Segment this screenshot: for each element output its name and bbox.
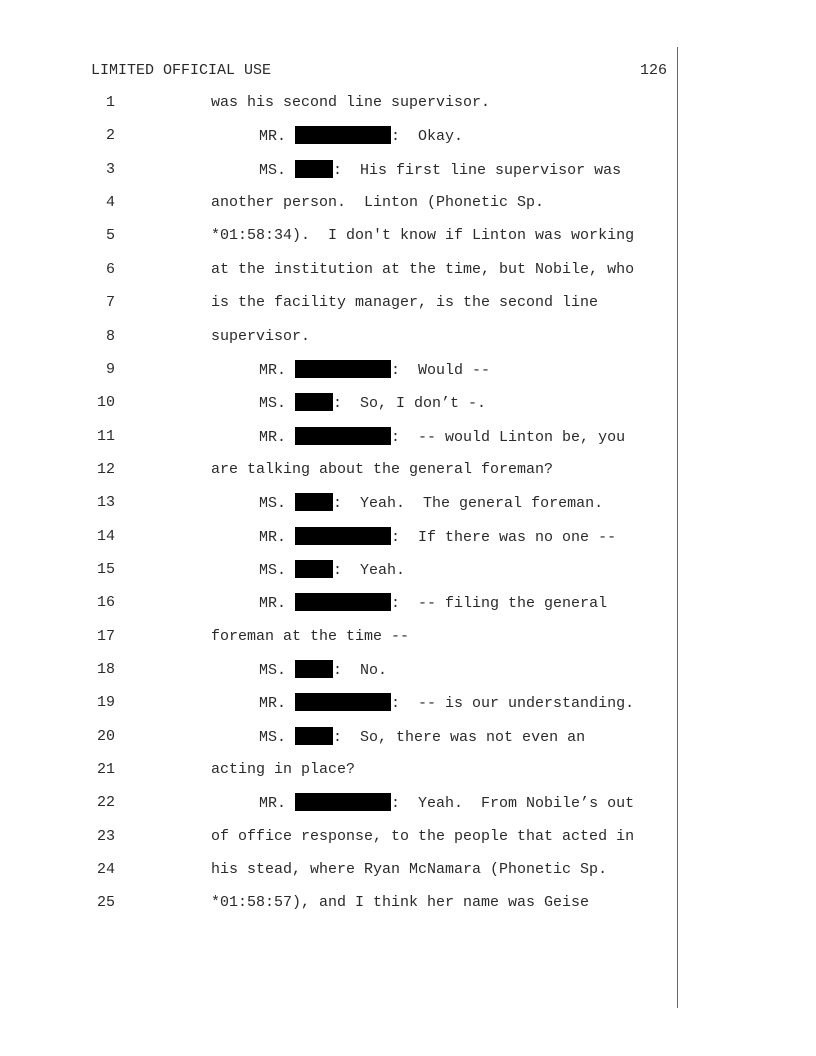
line-number: 6: [105, 260, 115, 278]
transcript-line: [0, 860, 816, 880]
line-number: 4: [105, 194, 115, 212]
redaction-block: [295, 560, 333, 578]
line-number: 14: [96, 527, 115, 545]
line-number: 15: [96, 560, 115, 578]
line-text: [259, 493, 603, 514]
transcript-line: [0, 560, 816, 580]
line-content: : -- would Linton be, you: [391, 428, 626, 446]
line-content: : Yeah.: [333, 561, 406, 579]
redaction-block: [295, 660, 333, 678]
transcript-line: [0, 760, 816, 780]
speaker-label: MR.: [259, 361, 287, 379]
line-number: 25: [96, 894, 115, 912]
transcript-line: [0, 493, 816, 513]
line-number: 10: [96, 394, 115, 412]
line-content: : No.: [333, 662, 388, 679]
transcript-line: [0, 427, 816, 447]
line-text: of office response, to the people that acted in: [211, 827, 635, 845]
transcript-line: [0, 693, 816, 713]
line-text: another person. Linton (Phonetic Sp.: [211, 194, 545, 212]
line-text: [259, 593, 607, 614]
redaction-block: [295, 126, 391, 144]
line-number: 23: [96, 827, 115, 845]
transcript-line: [0, 360, 816, 380]
line-number: 22: [96, 794, 115, 812]
transcript-line: [0, 460, 816, 480]
redaction-block: [295, 527, 391, 545]
line-text: foreman at the time --: [211, 627, 410, 645]
transcript-line: [0, 293, 816, 313]
line-text: at the institution at the time, but Nobile, who: [211, 260, 635, 278]
line-text: [259, 727, 585, 748]
line-number: 8: [105, 327, 115, 345]
transcript-line: [0, 660, 816, 680]
line-content: : Yeah. From Nobile’s out: [391, 795, 635, 813]
redaction-block: [295, 727, 333, 745]
line-text: [259, 393, 486, 414]
speaker-label: MS.: [259, 561, 287, 579]
transcript-line: [0, 226, 816, 246]
speaker-label: MR.: [259, 428, 287, 446]
line-number: 5: [105, 227, 115, 245]
transcript-line: [0, 193, 816, 213]
line-number: 1: [105, 94, 115, 111]
line-number: 24: [96, 861, 115, 879]
line-content: : Yeah. The general foreman.: [333, 495, 604, 513]
page-number: 126: [639, 62, 667, 79]
transcript-line: [0, 93, 816, 113]
classification-marking: LIMITED OFFICIAL USE: [91, 62, 272, 79]
line-number: 9: [105, 360, 115, 378]
transcript-line: [0, 893, 816, 913]
line-text: is the facility manager, is the second line: [211, 294, 599, 312]
redaction-block: [295, 593, 391, 611]
speaker-label: MS.: [259, 161, 287, 179]
redaction-block: [295, 160, 333, 178]
speaker-label: MS.: [259, 728, 287, 746]
line-number: 20: [96, 727, 115, 745]
transcript-line: [0, 627, 816, 647]
line-text: [259, 527, 616, 548]
line-text: [259, 560, 405, 581]
line-number: 12: [96, 460, 115, 478]
speaker-label: MR.: [259, 528, 287, 546]
transcript-line: [0, 327, 816, 347]
transcript-line: [0, 260, 816, 280]
line-content: : If there was no one --: [391, 528, 617, 546]
line-number: 3: [105, 160, 115, 178]
redaction-block: [295, 493, 333, 511]
redaction-block: [295, 360, 391, 378]
line-number: 2: [105, 127, 115, 145]
line-text: [259, 793, 634, 814]
redaction-block: [295, 793, 391, 811]
transcript-line: [0, 593, 816, 613]
line-text: was his second line supervisor.: [211, 94, 491, 111]
line-number: 17: [96, 627, 115, 645]
line-content: : Would --: [391, 361, 491, 379]
transcript-line: [0, 827, 816, 847]
transcript-line: [0, 527, 816, 547]
line-number: 13: [96, 494, 115, 512]
line-text: supervisor.: [211, 327, 311, 345]
redaction-block: [295, 427, 391, 445]
line-number: 7: [105, 294, 115, 312]
redaction-block: [295, 693, 391, 711]
line-content: : -- is our understanding.: [391, 695, 635, 713]
transcript-line: [0, 126, 816, 146]
transcript-line: [0, 393, 816, 413]
line-text: [259, 693, 634, 714]
line-number: 16: [96, 594, 115, 612]
line-text: [259, 160, 621, 181]
speaker-label: MR.: [259, 795, 287, 813]
line-number: 19: [96, 694, 115, 712]
speaker-label: MS.: [259, 395, 287, 413]
speaker-label: MR.: [259, 595, 287, 613]
line-text: are talking about the general foreman?: [211, 460, 554, 478]
transcript-line: [0, 793, 816, 813]
line-number: 18: [96, 661, 115, 678]
line-content: : So, I don’t -.: [333, 395, 487, 413]
line-text: [259, 427, 625, 448]
transcript-line: [0, 727, 816, 747]
line-text: [259, 360, 490, 381]
line-text: his stead, where Ryan McNamara (Phonetic Sp.: [211, 861, 608, 879]
transcript-line: [0, 160, 816, 180]
line-content: : His first line supervisor was: [333, 161, 622, 179]
speaker-label: MR.: [259, 695, 287, 713]
line-text: [259, 126, 463, 147]
line-text: acting in place?: [211, 761, 356, 778]
speaker-label: MS.: [259, 495, 287, 513]
line-content: : So, there was not even an: [333, 728, 586, 746]
line-content: : -- filing the general: [391, 595, 608, 613]
line-number: 21: [96, 761, 115, 778]
line-number: 11: [96, 427, 115, 445]
speaker-label: MR.: [259, 128, 287, 146]
line-text: *01:58:57), and I think her name was Geise: [211, 894, 590, 912]
speaker-label: MS.: [259, 662, 287, 679]
line-text: *01:58:34). I don't know if Linton was working: [211, 227, 635, 245]
redaction-block: [295, 393, 333, 411]
line-content: : Okay.: [391, 128, 464, 146]
line-text: [259, 660, 387, 681]
